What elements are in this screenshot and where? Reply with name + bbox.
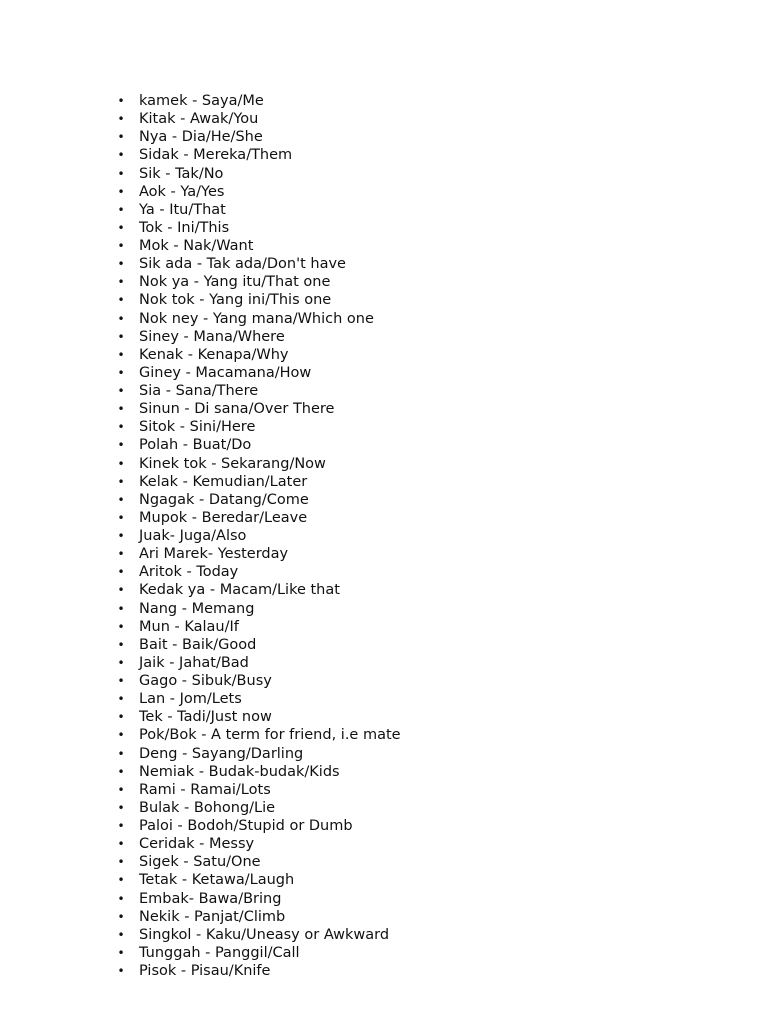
bullet-icon: • bbox=[117, 909, 125, 924]
list-item bbox=[117, 563, 401, 581]
bullet-icon: • bbox=[117, 474, 125, 489]
bullet-icon: • bbox=[117, 456, 125, 471]
bullet-icon: • bbox=[117, 710, 125, 725]
bullet-icon: • bbox=[117, 819, 125, 833]
bullet-icon: • bbox=[117, 420, 125, 435]
bullet-icon: • bbox=[117, 637, 125, 652]
list-item-text: Kenak - Kenapa/Why bbox=[139, 346, 289, 363]
list-item-text: Tunggah - Panggil/Call bbox=[139, 944, 300, 961]
list-item bbox=[117, 745, 401, 763]
bullet-icon: • bbox=[117, 438, 125, 453]
bullet-icon: • bbox=[117, 293, 125, 308]
bullet-icon: • bbox=[117, 800, 125, 815]
list-item-text: Aritok - Today bbox=[139, 564, 239, 581]
list-item-text: Jaik - Jahat/Bad bbox=[139, 654, 249, 671]
list-item-text: Sik ada - Tak ada/Don't have bbox=[139, 256, 346, 273]
list-item bbox=[117, 346, 401, 364]
bullet-icon: • bbox=[117, 619, 125, 634]
list-item-text: Tek - Tadi/Just now bbox=[139, 709, 272, 726]
bullet-icon: • bbox=[117, 220, 125, 235]
list-item-text: Nang - Memang bbox=[139, 600, 255, 617]
bullet-icon: • bbox=[117, 945, 125, 960]
bullet-icon: • bbox=[117, 891, 125, 906]
bullet-icon: • bbox=[117, 583, 125, 598]
bullet-icon: • bbox=[117, 601, 125, 616]
list-item bbox=[117, 255, 401, 273]
list-item-text: Sinun - Di sana/Over There bbox=[139, 401, 335, 418]
list-item bbox=[117, 418, 401, 436]
list-item bbox=[117, 835, 401, 853]
list-item-text: Nok tok - Yang ini/This one bbox=[139, 292, 332, 309]
list-item-text: Polah - Buat/Do bbox=[139, 437, 252, 454]
list-item bbox=[117, 763, 401, 781]
bullet-icon: • bbox=[117, 365, 125, 380]
list-item bbox=[117, 273, 401, 291]
list-item bbox=[117, 636, 401, 654]
bullet-icon: • bbox=[117, 547, 125, 562]
list-item-text: Sidak - Mereka/Them bbox=[139, 147, 293, 164]
list-item-text: Mupok - Beredar/Leave bbox=[139, 509, 308, 526]
bullet-icon: • bbox=[117, 927, 125, 942]
list-item bbox=[117, 890, 401, 908]
bullet-icon: • bbox=[117, 746, 125, 761]
list-item-text: Tok - Ini/This bbox=[139, 219, 230, 236]
bullet-icon: • bbox=[117, 275, 125, 290]
list-item bbox=[117, 183, 401, 201]
bullet-icon: • bbox=[117, 873, 125, 888]
bullet-icon: • bbox=[117, 510, 125, 525]
list-item-text: Kedak ya - Macam/Like that bbox=[139, 582, 340, 599]
bullet-icon: • bbox=[117, 492, 125, 507]
list-item-text: Aok - Ya/Yes bbox=[139, 183, 225, 200]
list-item-text: Juak- Juga/Also bbox=[139, 528, 247, 544]
list-item bbox=[117, 237, 401, 255]
list-item-text: Bulak - Bohong/Lie bbox=[139, 799, 276, 816]
list-item-text: Paloi - Bodoh/Stupid or Dumb bbox=[139, 818, 353, 834]
bullet-icon: • bbox=[117, 674, 125, 688]
bullet-icon: • bbox=[117, 94, 125, 108]
bullet-icon: • bbox=[117, 166, 125, 181]
list-item-text: kamek - Saya/Me bbox=[139, 93, 264, 109]
bullet-icon: • bbox=[117, 384, 125, 398]
list-item bbox=[117, 726, 401, 744]
list-item-text: Pok/Bok - A term for friend, i.e mate bbox=[139, 727, 401, 744]
list-item-text: Deng - Sayang/Darling bbox=[139, 745, 304, 762]
list-item-text: Lan - Jom/Lets bbox=[139, 691, 242, 708]
list-item-text: Nok ya - Yang itu/That one bbox=[139, 274, 331, 291]
list-item-text: Kinek tok - Sekarang/Now bbox=[139, 455, 326, 472]
list-item bbox=[117, 400, 401, 418]
bullet-icon: • bbox=[117, 112, 125, 127]
bullet-icon: • bbox=[117, 529, 125, 543]
bullet-icon: • bbox=[117, 148, 125, 163]
list-item bbox=[117, 382, 401, 400]
list-item bbox=[117, 944, 401, 962]
list-item-text: Siney - Mana/Where bbox=[139, 328, 285, 345]
bullet-icon: • bbox=[117, 565, 125, 580]
list-item bbox=[117, 509, 401, 527]
list-item bbox=[117, 618, 401, 636]
bullet-icon: • bbox=[117, 311, 125, 326]
bullet-icon: • bbox=[117, 257, 125, 272]
list-item bbox=[117, 92, 401, 110]
list-item-text: Embak- Bawa/Bring bbox=[139, 890, 282, 907]
list-item-text: Sik - Tak/No bbox=[139, 165, 224, 182]
list-item bbox=[117, 853, 401, 871]
list-item-text: Mok - Nak/Want bbox=[139, 238, 254, 254]
list-item bbox=[117, 926, 401, 944]
list-item bbox=[117, 708, 401, 726]
list-item bbox=[117, 527, 401, 545]
bullet-icon: • bbox=[117, 347, 125, 362]
list-item bbox=[117, 600, 401, 618]
list-item-text: Sia - Sana/There bbox=[139, 383, 259, 399]
list-item bbox=[117, 291, 401, 309]
list-item bbox=[117, 545, 401, 563]
list-item-text: Nekik - Panjat/Climb bbox=[139, 908, 286, 925]
list-item bbox=[117, 364, 401, 382]
bullet-icon: • bbox=[117, 764, 125, 779]
list-item-text: Sitok - Sini/Here bbox=[139, 419, 256, 436]
list-item-text: Ngagak - Datang/Come bbox=[139, 491, 309, 508]
bullet-icon: • bbox=[117, 184, 125, 199]
list-item bbox=[117, 128, 401, 146]
list-item bbox=[117, 781, 401, 799]
list-item bbox=[117, 455, 401, 473]
list-item bbox=[117, 654, 401, 672]
bullet-icon: • bbox=[117, 692, 125, 707]
list-item-text: Bait - Baik/Good bbox=[139, 636, 257, 653]
list-item-text: Rami - Ramai/Lots bbox=[139, 781, 271, 798]
list-item-text: Nemiak - Budak-budak/Kids bbox=[139, 763, 340, 780]
bullet-icon: • bbox=[117, 130, 125, 145]
list-item bbox=[117, 817, 401, 835]
bullet-icon: • bbox=[117, 837, 125, 852]
vocabulary-list bbox=[117, 92, 401, 980]
list-item-text: Giney - Macamana/How bbox=[139, 364, 312, 381]
bullet-icon: • bbox=[117, 782, 125, 797]
list-item bbox=[117, 473, 401, 491]
list-item bbox=[117, 165, 401, 183]
list-item-text: Kitak - Awak/You bbox=[139, 111, 259, 128]
list-item-text: Kelak - Kemudian/Later bbox=[139, 473, 308, 490]
list-item bbox=[117, 672, 401, 690]
bullet-icon: • bbox=[117, 202, 125, 217]
list-item-text: Nya - Dia/He/She bbox=[139, 129, 263, 146]
list-item bbox=[117, 799, 401, 817]
list-item bbox=[117, 962, 401, 980]
list-item bbox=[117, 871, 401, 889]
list-item-text: Singkol - Kaku/Uneasy or Awkward bbox=[139, 926, 390, 943]
bullet-icon: • bbox=[117, 728, 125, 743]
list-item-text: Pisok - Pisau/Knife bbox=[139, 963, 271, 979]
list-item-text: Mun - Kalau/If bbox=[139, 618, 239, 635]
list-item-text: Gago - Sibuk/Busy bbox=[139, 673, 272, 689]
list-item-text: Tetak - Ketawa/Laugh bbox=[139, 872, 295, 889]
bullet-icon: • bbox=[117, 964, 125, 978]
list-item bbox=[117, 110, 401, 128]
list-item bbox=[117, 310, 401, 328]
list-item bbox=[117, 581, 401, 599]
list-item bbox=[117, 219, 401, 237]
list-item-text: Ceridak - Messy bbox=[139, 836, 255, 853]
bullet-icon: • bbox=[117, 402, 125, 417]
list-item-text: Ya - Itu/That bbox=[139, 201, 226, 218]
list-item bbox=[117, 690, 401, 708]
bullet-icon: • bbox=[117, 239, 125, 253]
list-item bbox=[117, 201, 401, 219]
bullet-icon: • bbox=[117, 855, 125, 870]
list-item-text: Sigek - Satu/One bbox=[139, 854, 261, 871]
bullet-icon: • bbox=[117, 655, 125, 670]
bullet-icon: • bbox=[117, 329, 125, 344]
list-item bbox=[117, 908, 401, 926]
list-item-text: Ari Marek- Yesterday bbox=[139, 546, 289, 563]
list-item bbox=[117, 146, 401, 164]
list-item-text: Nok ney - Yang mana/Which one bbox=[139, 310, 374, 327]
list-item bbox=[117, 328, 401, 346]
list-item bbox=[117, 491, 401, 509]
list-item bbox=[117, 436, 401, 454]
